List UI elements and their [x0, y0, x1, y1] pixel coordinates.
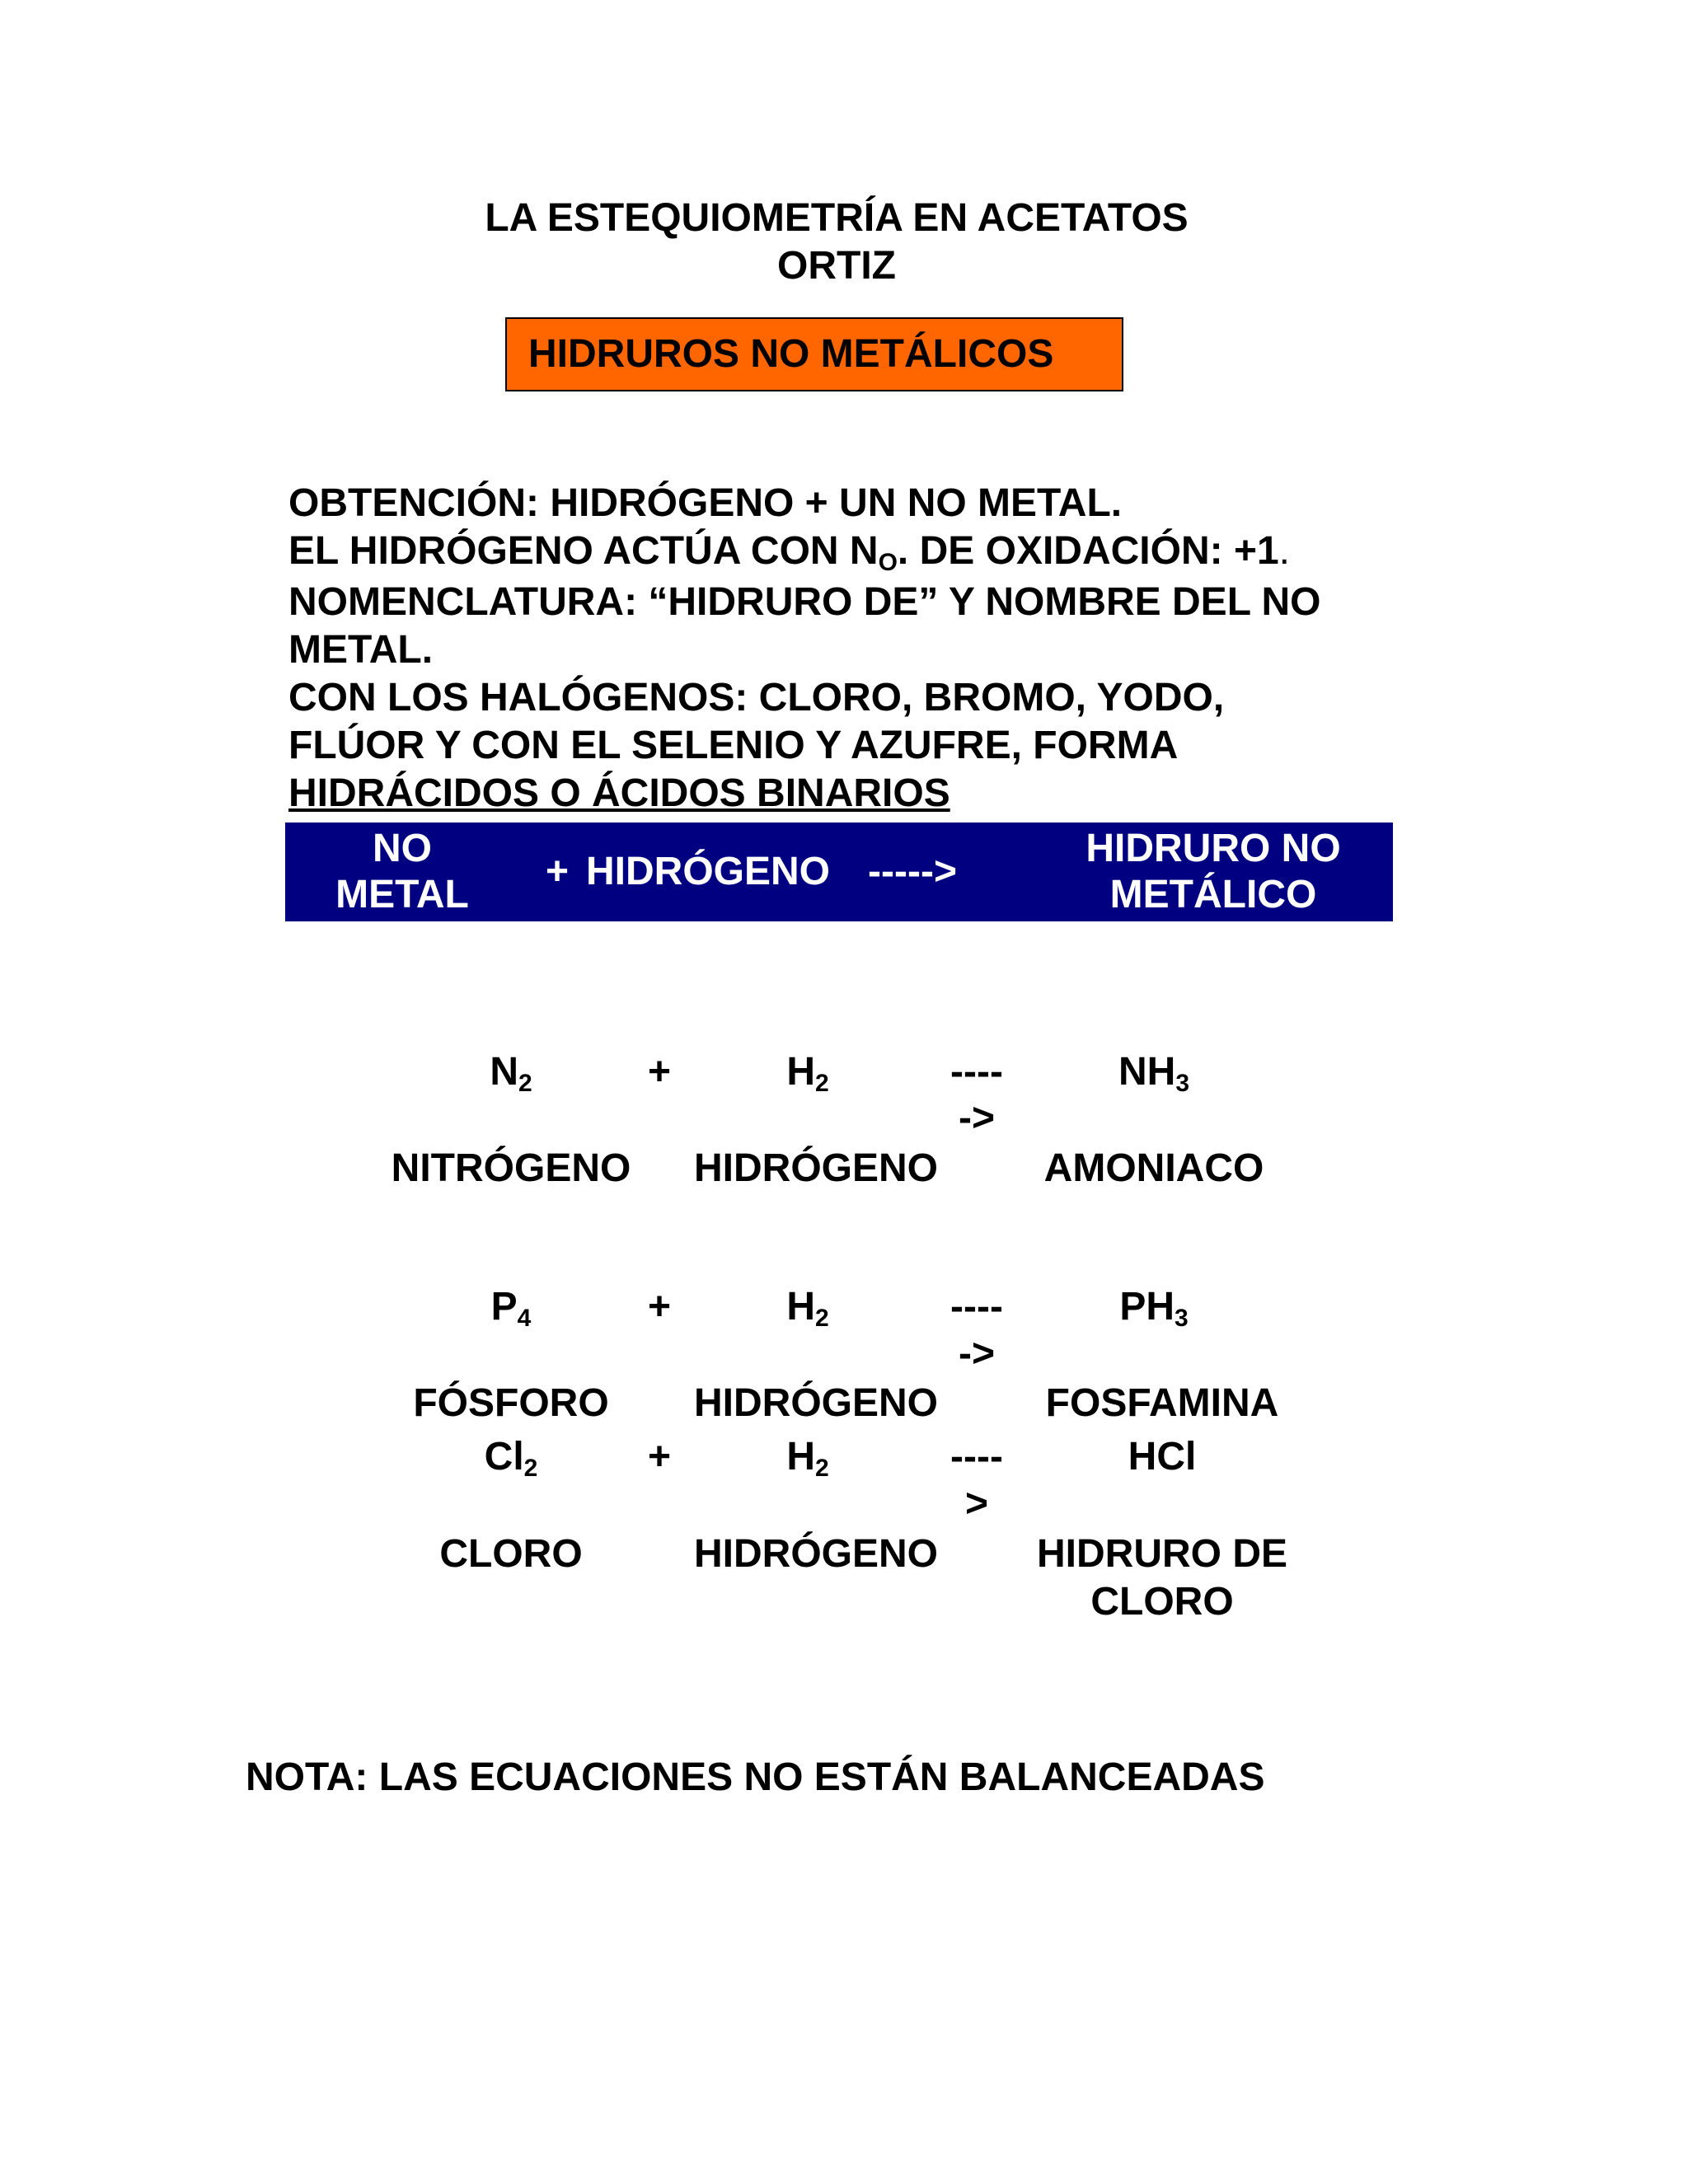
- general-formula-bar: [285, 823, 1393, 921]
- eq2-product-subscript: 3: [1175, 1305, 1189, 1332]
- eq1-reactant2-symbol: H: [786, 1050, 815, 1094]
- page-title: LA ESTEQUIOMETRÍA EN ACETATOS: [485, 196, 1189, 240]
- eq1-reactant1-subscript: 2: [518, 1070, 532, 1097]
- eq3-product-symbol: HCl: [1128, 1435, 1197, 1479]
- intro-oxidacion-subscript: O: [878, 549, 898, 576]
- eq1-reactant1: [429, 1048, 593, 1108]
- intro-oxidacion-text: EL HIDRÓGENO ACTÚA CON N: [288, 529, 879, 573]
- eq1-name-product: AMONIACO: [1043, 1146, 1264, 1190]
- eq2-reactant1-symbol: P: [490, 1285, 518, 1329]
- intro-line-fluor: FLÚOR Y CON EL SELENIO Y AZUFRE, FORMA: [288, 724, 1179, 767]
- formula-no-metal-line1: NO: [373, 827, 432, 870]
- eq3-name-product-line1: HIDRURO DE: [1036, 1532, 1287, 1576]
- eq3-reactant1-symbol: Cl: [484, 1435, 524, 1479]
- eq2-name-reactant2: HIDRÓGENO: [693, 1381, 938, 1425]
- eq3-reactant2-symbol: H: [786, 1435, 815, 1479]
- eq3-plus: +: [647, 1435, 672, 1479]
- eq3-name-product-line2: CLORO: [1090, 1580, 1234, 1624]
- formula-plus: +: [545, 850, 570, 893]
- eq1-name-reactant1: NITRÓGENO: [391, 1146, 631, 1190]
- eq1-arrow-top: ----: [950, 1050, 1003, 1094]
- eq2-reactant2-subscript: 2: [814, 1305, 829, 1332]
- eq2-arrow-bottom: ->: [958, 1332, 995, 1376]
- eq1-reactant2: [725, 1048, 890, 1108]
- formula-arrow: ----->: [868, 850, 957, 893]
- eq3-name-reactant1: CLORO: [439, 1532, 583, 1576]
- intro-line-metal: METAL.: [288, 628, 434, 672]
- footnote: NOTA: LAS ECUACIONES NO ESTÁN BALANCEADAS: [246, 1755, 1265, 1799]
- eq2-product: [1055, 1283, 1253, 1343]
- eq2-name-product: FOSFAMINA: [1045, 1381, 1279, 1425]
- intro-line-hidracidos: HIDRÁCIDOS O ÁCIDOS BINARIOS: [288, 771, 950, 815]
- formula-product-line1: HIDRURO NO: [1085, 827, 1341, 870]
- formula-hidrogeno: HIDRÓGENO: [585, 850, 830, 893]
- formula-product-line2: METÁLICO: [1109, 873, 1317, 916]
- formula-no-metal-line2: METAL: [335, 873, 469, 916]
- eq2-plus: +: [647, 1285, 672, 1329]
- intro-line-obtencion: OBTENCIÓN: HIDRÓGENO + UN NO METAL.: [288, 481, 1123, 525]
- eq3-reactant2: [725, 1433, 890, 1493]
- eq1-product-subscript: 3: [1175, 1070, 1189, 1097]
- eq1-name-reactant2: HIDRÓGENO: [693, 1146, 938, 1190]
- eq2-reactant2: [725, 1283, 890, 1343]
- eq2-product-symbol: PH: [1119, 1285, 1175, 1329]
- eq1-arrow-bottom: ->: [958, 1096, 995, 1140]
- page-subtitle: ORTIZ: [777, 244, 896, 288]
- eq3-name-reactant2: HIDRÓGENO: [693, 1532, 938, 1576]
- eq2-arrow-top: ----: [950, 1285, 1003, 1329]
- eq3-product: [1071, 1433, 1253, 1493]
- eq1-product: [1055, 1048, 1253, 1108]
- eq3-arrow-bottom: >: [964, 1482, 989, 1526]
- eq2-reactant1: [429, 1283, 593, 1343]
- eq1-plus: +: [647, 1050, 672, 1094]
- eq2-reactant1-subscript: 4: [517, 1305, 532, 1332]
- eq2-reactant2-symbol: H: [786, 1285, 815, 1329]
- eq3-arrow-top: ----: [950, 1435, 1003, 1479]
- eq1-reactant1-symbol: N: [490, 1050, 518, 1094]
- intro-line-halogenos: CON LOS HALÓGENOS: CLORO, BROMO, YODO,: [288, 676, 1225, 719]
- eq3-reactant1-subscript: 2: [523, 1455, 538, 1482]
- eq3-reactant1: [429, 1433, 593, 1493]
- eq3-reactant2-subscript: 2: [814, 1455, 829, 1482]
- intro-line-nomenclatura: NOMENCLATURA: “HIDRURO DE” Y NOMBRE DEL NO: [288, 580, 1321, 624]
- intro-oxidacion-value: . DE OXIDACIÓN: +1: [897, 529, 1279, 573]
- eq1-reactant2-subscript: 2: [814, 1070, 829, 1097]
- intro-oxidacion-period: .: [1278, 529, 1291, 573]
- eq1-product-symbol: NH: [1118, 1050, 1176, 1094]
- section-heading: HIDRUROS NO METÁLICOS: [505, 317, 1123, 391]
- eq2-name-reactant1: FÓSFORO: [413, 1381, 609, 1425]
